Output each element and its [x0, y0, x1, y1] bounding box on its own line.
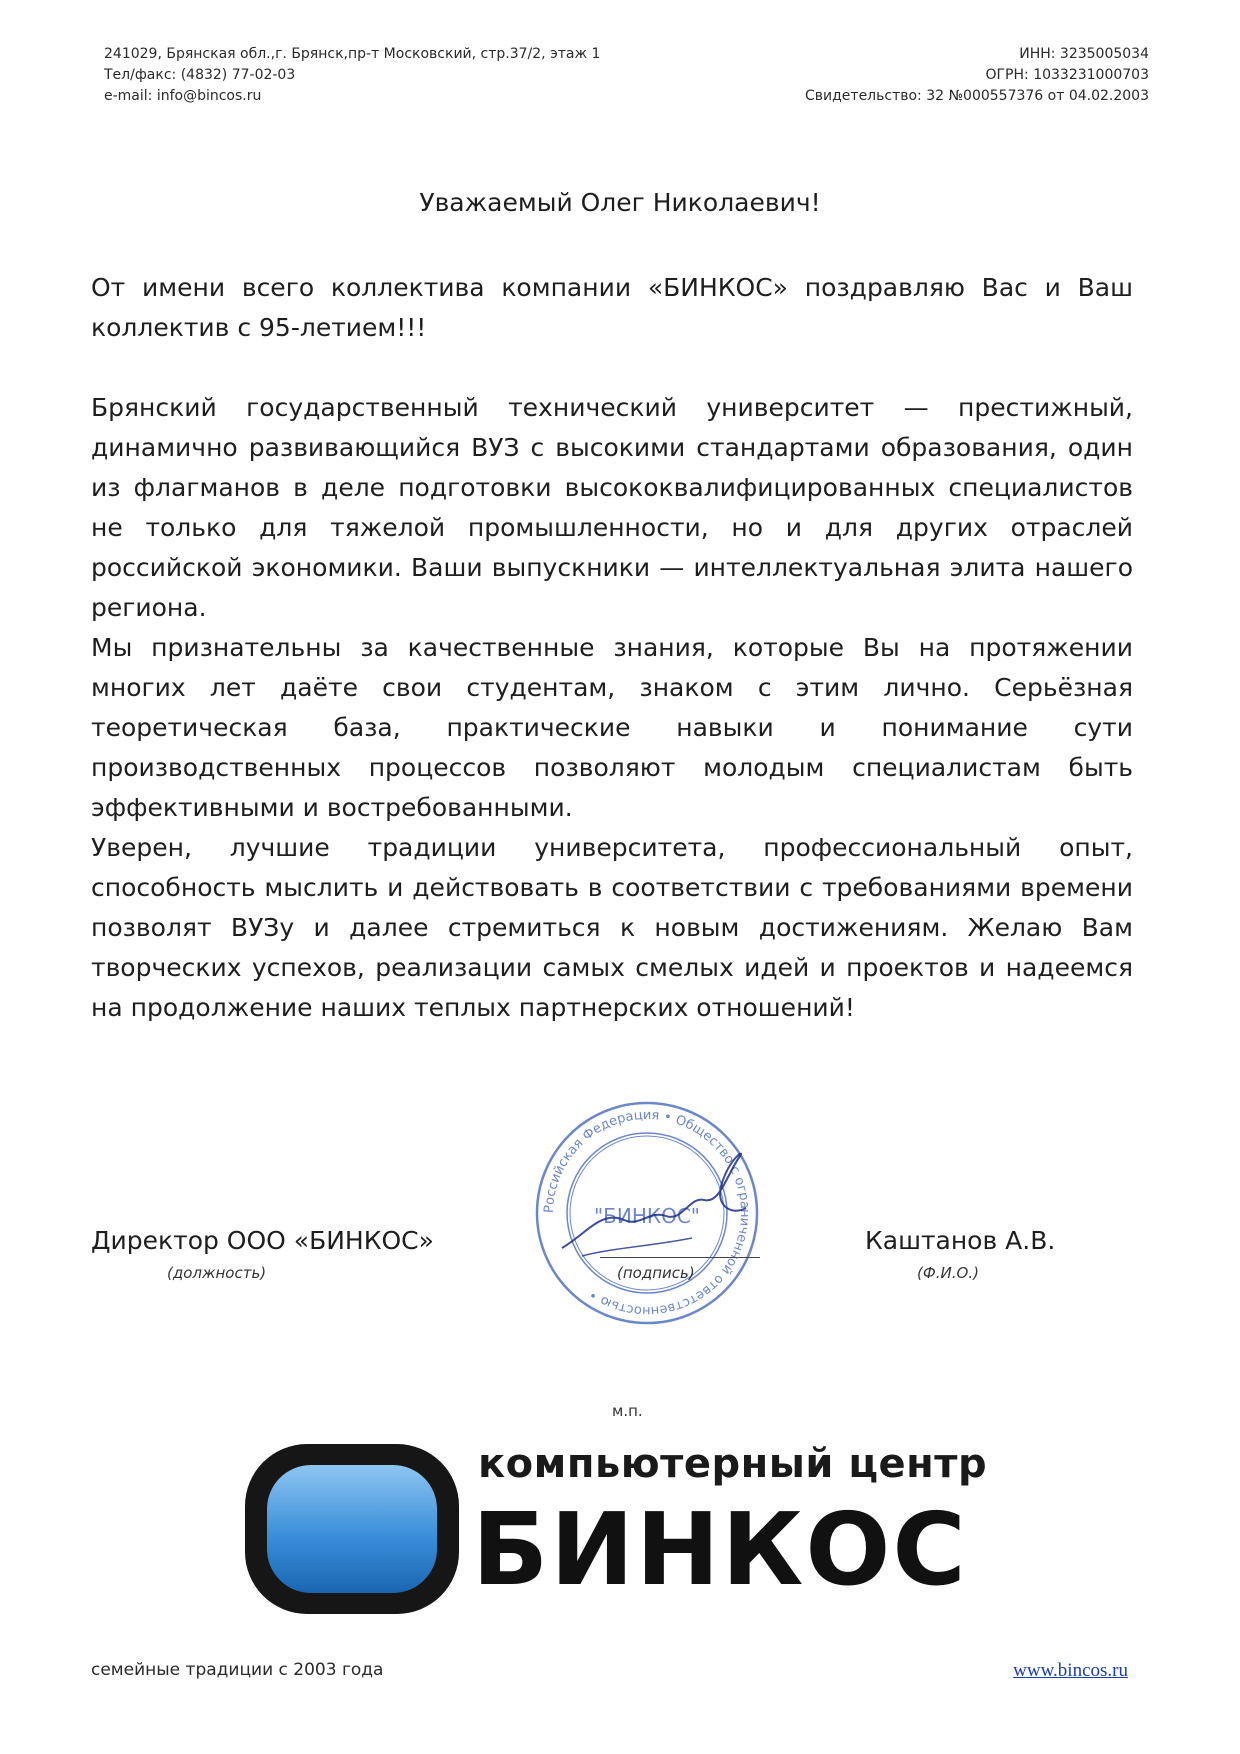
letter-paragraph-wishes: Уверен, лучшие традиции университета, профессиональный опыт, способность мыслить и действовать в соответствии с требованиями времени позволят ВУЗу и далее стремиться к новым достижениям. Желаю Вам творческих успехов, реализации самых смелых идей и проектов и надеемся на продолжение наших теплых партнерских отношений! — [91, 833, 1133, 1022]
monitor-logo-icon — [245, 1444, 459, 1614]
letter-paragraph-gratitude: Мы признательны за качественные знания, которые Вы на протяжении многих лет даёте свои студентам, знаком с этим лично. Серьёзная теоретическая база, практические навыки и понимание сути производственных процессов позволяют молодым специалистам быть эффективными и востребованными. — [91, 633, 1133, 822]
signatory-position: Директор ООО «БИНКОС» — [91, 1226, 434, 1255]
position-caption: (должность) — [167, 1264, 267, 1282]
letterhead-registration — [805, 44, 1149, 107]
signatory-name: Каштанов А.В. — [865, 1226, 1056, 1255]
handwritten-signature — [562, 1154, 746, 1248]
company-stamp — [532, 1098, 762, 1328]
seal-place-mark: м.п. — [612, 1402, 643, 1420]
signature-line — [600, 1257, 760, 1258]
website-link[interactable]: www.bincos.ru — [1013, 1660, 1128, 1681]
company-certificate: Свидетельство: 32 №000557376 от 04.02.2003 — [805, 88, 1149, 104]
name-caption: (Ф.И.О.) — [917, 1264, 979, 1282]
company-email: e-mail: info@bincos.ru — [104, 88, 262, 104]
stamp-center-text: "БИНКОС" — [593, 1204, 701, 1228]
company-address: 241029, Брянская обл.,г. Брянск,пр-т Московский, стр.37/2, этаж 1 — [104, 46, 601, 62]
letterhead-contacts — [104, 44, 600, 107]
letter-greeting: Уважаемый Олег Николаевич! — [419, 188, 821, 217]
company-phone: Тел/факс: (4832) 77-02-03 — [104, 67, 296, 83]
company-ogrn: ОГРН: 1033231000703 — [985, 67, 1149, 83]
stamp-ring-text: Российская Федерация • Общество с ограниченной ответственностью • — [541, 1107, 753, 1319]
logo-subtitle: компьютерный центр — [478, 1441, 988, 1487]
letter-paragraph-congrats: От имени всего коллектива компании «БИНКОС» поздравляю Вас и Ваш коллектив с 95-летием!!! — [91, 273, 1133, 342]
letter-body — [91, 268, 1133, 1028]
logo-company-name: БИНКОС — [472, 1491, 968, 1608]
company-inn: ИНН: 3235005034 — [1019, 46, 1149, 62]
signature-caption: (подпись) — [617, 1264, 695, 1282]
letter-paragraph-university: Брянский государственный технический университет — престижный, динамично развивающийся ВУЗ с высокими стандартами образования, один из флагманов в деле подготовки высококвалифицированных специалистов не только для тяжелой промышленности, но и для других отраслей российской экономики. Ваши выпускники — интеллектуальная элита нашего региона. — [91, 393, 1133, 622]
footer-slogan: семейные традиции с 2003 года — [91, 1660, 384, 1680]
